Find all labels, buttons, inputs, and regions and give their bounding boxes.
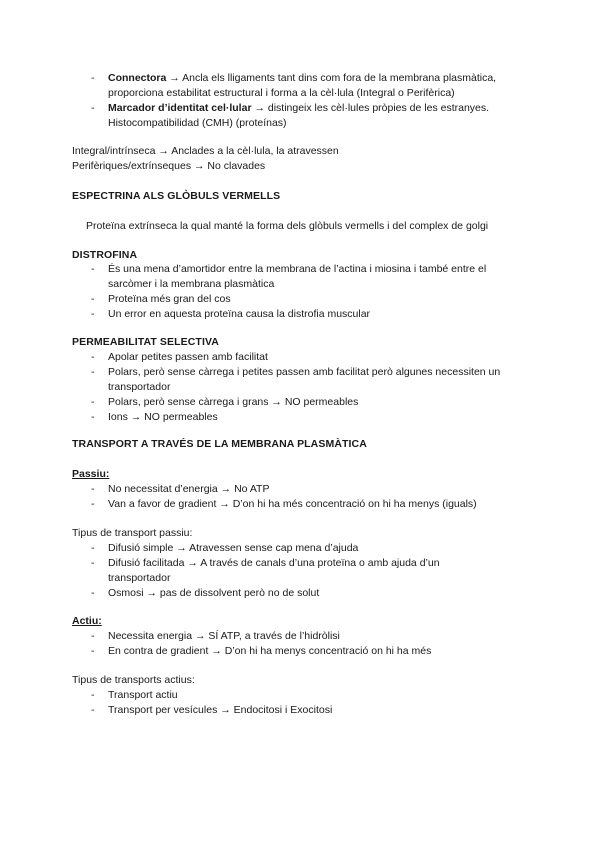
item-text: → distingeix les cèl·lules pròpies de les estranyes. (251, 102, 490, 114)
list-item (72, 101, 542, 131)
espectrina-text: Proteïna extrínseca la qual manté la forma dels glòbuls vermells i del complex de golgi (86, 220, 489, 232)
membrane-protein-functions (72, 71, 542, 131)
list-item: - Transport per vesícules → Endocitosi i Exocitosi (72, 703, 542, 718)
actiu-list (72, 629, 542, 659)
list-item: - Osmosi → pas de dissolvent però no de solut (72, 586, 542, 601)
list-item: - Necessita energia → SÍ ATP, a través de l’hidròlisi (72, 629, 542, 644)
term-marcador: Marcador d’identitat cel·lular (108, 102, 252, 114)
list-item: - Difusió facilitada → A través de canals d’una proteïna o amb ajuda d’un transportador (72, 556, 542, 586)
passiu-list (72, 482, 542, 512)
list-item: - Polars, però sense càrrega i petites passen amb facilitat però algunes necessiten un transportador (72, 365, 542, 395)
tipus-actiu-list (72, 688, 542, 718)
list-item: - Van a favor de gradient → D’on hi ha més concentració on hi ha menys (iguals) (72, 497, 542, 512)
tipus-passiu-list (72, 541, 542, 601)
section-heading-permeabilitat: PERMEABILITAT SELECTIVA (72, 336, 219, 348)
item-continuation: proporciona estabilitat estructural i forma a la cèl·lula (Integral o Perifèrica) (108, 87, 455, 99)
section-heading-transport: TRANSPORT A TRAVÉS DE LA MEMBRANA PLASMÀTICA (72, 438, 367, 450)
list-item: - Transport actiu (72, 688, 542, 703)
item-text: → Ancla els lligaments tant dins com fora de la membrana plasmàtica, (166, 72, 497, 84)
list-item (72, 71, 542, 101)
list-item: - Apolar petites passen amb facilitat (72, 350, 542, 365)
term-connectora: Connectora (108, 72, 167, 84)
periferiques-line: Perifèriques/extrínseques → No clavades (72, 160, 266, 172)
list-item: - Ions → NO permeables (72, 410, 542, 425)
list-item: - És una mena d’amortidor entre la membrana de l’actina i miosina i també entre el sarcòmer i la membrana plasmàtica (72, 262, 542, 292)
permeabilitat-list (72, 350, 542, 425)
actiu-label: Actiu: (72, 615, 102, 627)
section-heading-espectrina: ESPECTRINA ALS GLÒBULS VERMELLS (72, 190, 281, 202)
list-item: - Un error en aquesta proteïna causa la distrofia muscular (72, 307, 542, 322)
list-item: - Proteïna més gran del cos (72, 292, 542, 307)
list-item: - Polars, però sense càrrega i grans → NO permeables (72, 395, 542, 410)
list-item: - No necessitat d’energia → No ATP (72, 482, 542, 497)
distrofina-list (72, 262, 542, 322)
list-item: - En contra de gradient → D’on hi ha menys concentració on hi ha més (72, 644, 542, 659)
integral-line: Integral/intrínseca → Anclades a la cèl·lula, la atravessen (72, 145, 339, 157)
protein-types (72, 144, 542, 174)
tipus-passiu-label: Tipus de transport passiu: (72, 527, 193, 539)
section-heading-distrofina: DISTROFINA (72, 249, 138, 261)
tipus-actiu-label: Tipus de transports actius: (72, 674, 195, 686)
item-continuation: Histocompatibilidad (CMH) (proteínas) (108, 117, 287, 129)
passiu-label: Passiu: (72, 468, 110, 480)
list-item: - Difusió simple → Atravessen sense cap mena d’ajuda (72, 541, 542, 556)
